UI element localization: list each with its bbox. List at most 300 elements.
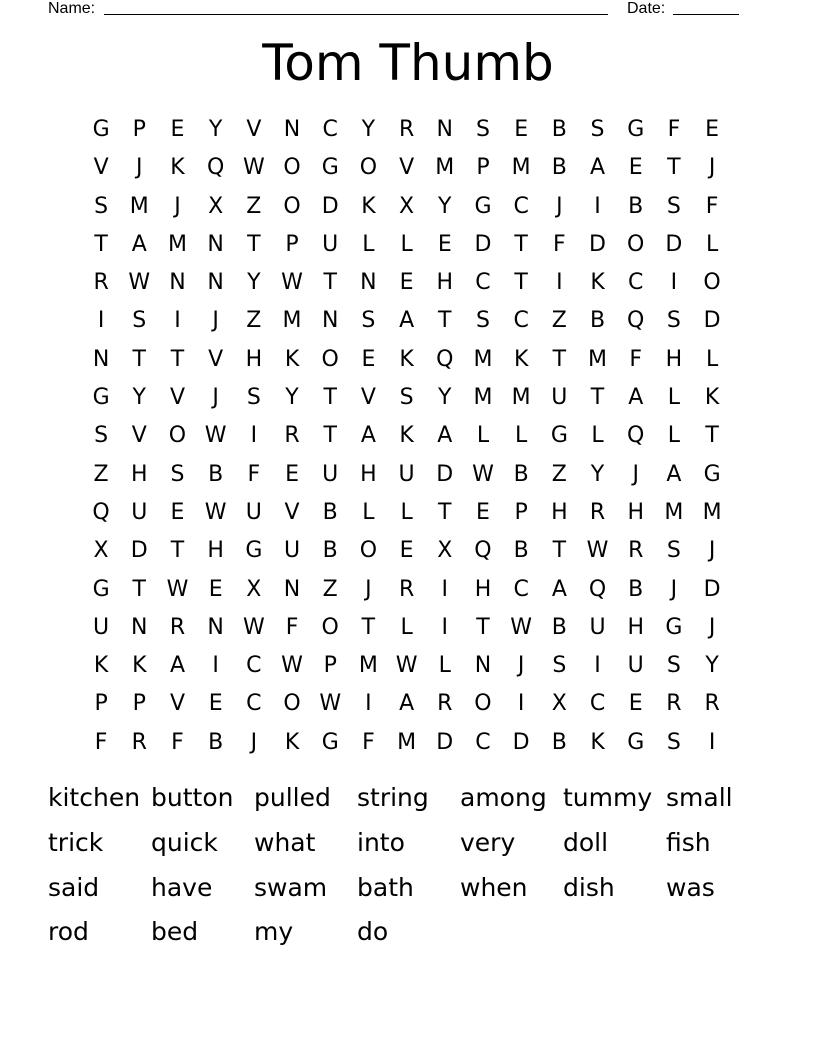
grid-letter: L [362, 499, 375, 525]
grid-letter: M [473, 385, 493, 411]
grid-letter: P [285, 231, 299, 257]
grid-letter: S [666, 653, 681, 679]
grid-letter: D [436, 729, 454, 755]
word-list-item: bath [357, 872, 414, 902]
grid-letter: T [552, 346, 567, 372]
grid-letter: T [132, 576, 146, 602]
grid-letter: S [399, 385, 414, 411]
letter-grid [82, 111, 731, 762]
grid-letter: J [517, 653, 525, 679]
word-list-item: said [48, 872, 100, 902]
grid-letter: M [167, 231, 187, 257]
word-list-item: kitchen [48, 783, 141, 812]
grid-letter: Q [627, 423, 645, 449]
grid-letter: D [321, 193, 339, 219]
grid-letter: S [666, 729, 681, 755]
grid-letter: O [168, 423, 187, 449]
grid-letter: F [705, 193, 719, 219]
grid-letter: L [476, 423, 490, 449]
grid-letter: Y [285, 385, 299, 411]
grid-letter: V [246, 117, 262, 142]
grid-letter: I [556, 270, 563, 296]
grid-letter: Y [247, 270, 261, 296]
grid-letter: B [513, 461, 529, 487]
grid-letter: N [321, 308, 339, 334]
grid-letter: P [132, 117, 146, 142]
grid-letter: E [399, 538, 414, 564]
grid-letter: A [360, 423, 376, 449]
grid-letter: B [551, 729, 567, 755]
grid-letter: I [174, 308, 181, 334]
grid-letter: O [359, 155, 378, 181]
grid-letter: P [94, 691, 108, 717]
grid-letter: L [667, 423, 681, 449]
grid-letter: T [705, 423, 719, 449]
grid-letter: D [130, 538, 148, 564]
grid-letter: C [246, 691, 262, 717]
grid-letter: F [171, 729, 184, 755]
word-list-item: very [460, 827, 516, 857]
grid-letter: D [589, 231, 606, 257]
grid-letter: O [283, 155, 301, 181]
grid-letter: J [556, 193, 563, 219]
grid-letter: V [284, 499, 300, 525]
grid-letter: K [361, 193, 376, 219]
grid-letter: L [400, 614, 413, 640]
grid-letter: V [399, 155, 415, 181]
grid-letter: T [247, 231, 261, 257]
grid-letter: G [321, 155, 339, 181]
grid-letter: R [398, 117, 415, 142]
grid-letter: S [475, 117, 490, 142]
grid-letter: S [666, 193, 681, 219]
grid-letter: H [665, 346, 683, 372]
grid-letter: J [708, 538, 716, 564]
grid-letter: C [475, 729, 491, 755]
grid-letter: C [628, 270, 644, 296]
grid-letter: Q [436, 346, 454, 372]
grid-letter: J [365, 576, 372, 602]
grid-letter: U [322, 231, 339, 257]
grid-letter: E [399, 270, 414, 296]
word-list-item: button [151, 783, 234, 812]
grid-letter: W [242, 614, 265, 640]
grid-letter: B [513, 538, 529, 564]
grid-letter: H [627, 614, 644, 640]
grid-letter: B [208, 729, 224, 755]
grid-letter: T [170, 346, 185, 372]
grid-letter: R [704, 691, 720, 717]
grid-letter: J [670, 576, 678, 602]
grid-letter: X [399, 193, 415, 219]
grid-letter: X [437, 538, 453, 564]
grid-letter: L [515, 423, 528, 449]
grid-letter: E [476, 499, 490, 525]
grid-letter: W [395, 653, 418, 679]
grid-letter: B [551, 614, 567, 640]
word-list-item: was [666, 872, 715, 902]
grid-letter: B [628, 193, 644, 219]
grid-letter: E [170, 117, 185, 142]
word-list-item: pulled [254, 783, 331, 812]
grid-letter: W [281, 653, 303, 679]
grid-letter: E [208, 691, 223, 717]
grid-letter: G [92, 117, 110, 142]
grid-letter: G [245, 538, 263, 564]
grid-letter: B [551, 155, 567, 181]
grid-letter: M [129, 193, 149, 219]
grid-letter: M [511, 155, 531, 181]
grid-letter: T [94, 231, 108, 257]
grid-letter: I [441, 576, 449, 602]
grid-letter: K [284, 729, 300, 755]
grid-letter: L [705, 346, 719, 372]
grid-letter: M [397, 729, 417, 755]
grid-letter: S [94, 193, 109, 219]
word-list-item: what [254, 827, 316, 857]
grid-letter: I [212, 653, 219, 679]
grid-letter: K [590, 270, 605, 296]
grid-letter: D [512, 729, 530, 755]
grid-letter: M [664, 499, 684, 525]
word-list-item: among [460, 783, 547, 812]
grid-letter: A [437, 423, 453, 449]
grid-letter: L [400, 231, 413, 257]
grid-letter: W [128, 270, 151, 296]
grid-letter: W [166, 576, 189, 602]
grid-letter: C [513, 576, 529, 602]
grid-letter: S [170, 461, 185, 487]
grid-letter: M [358, 653, 378, 679]
grid-letter: Z [322, 576, 338, 602]
grid-letter: Y [438, 193, 452, 219]
grid-letter: G [321, 729, 339, 755]
grid-letter: E [285, 461, 299, 487]
grid-letter: I [250, 423, 258, 449]
grid-letter: K [170, 155, 185, 181]
grid-letter: R [398, 576, 415, 602]
grid-letter: D [703, 308, 721, 334]
grid-letter: L [667, 385, 681, 411]
grid-letter: R [284, 423, 300, 449]
grid-letter: E [514, 117, 529, 142]
grid-letter: E [628, 691, 643, 717]
grid-letter: T [438, 499, 452, 525]
grid-letter: K [590, 729, 605, 755]
word-list-item: into [357, 827, 405, 857]
grid-letter: J [212, 385, 219, 411]
grid-letter: R [131, 729, 147, 755]
grid-letter: X [551, 691, 567, 717]
grid-letter: U [398, 461, 415, 487]
grid-letter: A [590, 155, 606, 181]
grid-letter: Q [206, 155, 225, 181]
grid-letter: D [436, 461, 454, 487]
grid-letter: O [359, 538, 378, 564]
grid-letter: K [284, 346, 300, 372]
word-list-item: when [460, 872, 528, 902]
word-list-item: trick [48, 827, 104, 857]
grid-letter: A [399, 691, 415, 717]
grid-letter: N [131, 614, 148, 640]
grid-letter: N [283, 117, 301, 142]
grid-letter: T [361, 614, 376, 640]
grid-letter: G [703, 461, 721, 487]
grid-letter: X [246, 576, 262, 602]
grid-letter: K [399, 346, 414, 372]
grid-letter: S [94, 423, 109, 449]
grid-letter: S [246, 385, 261, 411]
grid-letter: T [170, 538, 185, 564]
puzzle-title: Tom Thumb [262, 34, 554, 92]
grid-letter: C [475, 270, 491, 296]
grid-letter: F [553, 231, 566, 257]
grid-letter: H [474, 576, 492, 602]
grid-letter: A [551, 576, 567, 602]
grid-letter: R [437, 691, 453, 717]
grid-letter: T [514, 231, 528, 257]
grid-letter: U [283, 538, 301, 564]
grid-letter: R [93, 270, 109, 296]
grid-letter: O [703, 270, 721, 296]
grid-letter: Y [361, 117, 376, 142]
grid-letter: K [93, 653, 109, 679]
grid-letter: B [551, 117, 567, 142]
grid-letter: N [436, 117, 454, 142]
grid-letter: T [132, 346, 146, 372]
word-list-item: string [357, 783, 429, 812]
grid-letter: S [666, 308, 681, 334]
grid-letter: T [514, 270, 528, 296]
grid-letter: N [207, 231, 224, 257]
grid-letter: V [169, 691, 185, 717]
date-label: Date: [627, 0, 666, 17]
date-blank-line[interactable] [673, 14, 739, 15]
grid-letter: L [438, 653, 451, 679]
grid-letter: S [590, 117, 605, 142]
grid-letter: K [132, 653, 147, 679]
grid-letter: M [435, 155, 455, 181]
grid-letter: G [474, 193, 492, 219]
grid-letter: F [362, 729, 375, 755]
grid-letter: C [513, 193, 529, 219]
grid-letter: M [702, 499, 722, 525]
grid-letter: Y [132, 385, 146, 411]
grid-letter: D [665, 231, 683, 257]
grid-letter: V [93, 155, 109, 181]
grid-letter: I [97, 308, 105, 334]
word-list-item: swam [254, 872, 328, 902]
grid-letter: E [170, 499, 185, 525]
grid-letter: L [362, 231, 375, 257]
grid-letter: M [511, 385, 531, 411]
grid-letter: N [474, 653, 492, 679]
grid-letter: K [399, 423, 414, 449]
grid-letter: E [628, 155, 643, 181]
grid-letter: S [361, 308, 376, 334]
grid-letter: W [204, 499, 227, 525]
word-list-item: have [151, 872, 213, 902]
grid-letter: T [590, 385, 605, 411]
grid-letter: C [246, 653, 262, 679]
grid-letter: L [400, 499, 413, 525]
grid-letter: J [136, 155, 143, 181]
grid-letter: Q [627, 308, 645, 334]
grid-letter: T [552, 538, 567, 564]
grid-letter: H [436, 270, 454, 296]
grid-letter: P [514, 499, 528, 525]
grid-letter: T [323, 423, 337, 449]
grid-letter: Y [705, 653, 719, 679]
header [48, 0, 748, 20]
word-list-item: quick [151, 827, 218, 857]
grid-letter: G [627, 729, 645, 755]
grid-letter: I [708, 729, 716, 755]
grid-letter: F [94, 729, 108, 755]
grid-letter: B [322, 538, 338, 564]
grid-letter: Y [438, 385, 452, 411]
grid-letter: E [705, 117, 720, 142]
grid-letter: D [474, 231, 492, 257]
grid-letter: T [323, 270, 337, 296]
grid-letter: N [207, 270, 224, 296]
grid-letter: A [666, 461, 682, 487]
grid-letter: B [208, 461, 224, 487]
grid-letter: I [594, 653, 601, 679]
grid-letter: P [476, 155, 490, 181]
grid-letter: D [703, 576, 721, 602]
grid-letter: M [282, 308, 302, 334]
grid-letter: G [550, 423, 568, 449]
word-list-item: doll [563, 827, 609, 857]
word-list-item: fish [666, 827, 711, 857]
word-list-item: rod [48, 917, 89, 947]
grid-letter: N [360, 270, 377, 296]
grid-letter: I [517, 691, 525, 717]
grid-letter: H [360, 461, 377, 487]
grid-letter: W [472, 461, 494, 487]
grid-letter: O [627, 231, 645, 257]
grid-letter: N [207, 614, 224, 640]
grid-letter: F [247, 461, 261, 487]
grid-letter: T [438, 308, 452, 334]
grid-letter: R [666, 691, 682, 717]
grid-letter: U [322, 461, 339, 487]
grid-letter: J [250, 729, 258, 755]
grid-letter: O [283, 691, 301, 717]
grid-letter: P [132, 691, 146, 717]
grid-letter: R [589, 499, 606, 525]
grid-letter: S [552, 653, 567, 679]
grid-letter: X [93, 538, 109, 564]
word-list-item: tummy [563, 783, 653, 812]
grid-letter: C [322, 117, 338, 142]
grid-letter: B [589, 308, 606, 334]
grid-letter: P [323, 653, 337, 679]
grid-letter: K [513, 346, 529, 372]
grid-letter: H [551, 499, 568, 525]
word-list-item: dish [563, 872, 615, 902]
word-list-item: small [666, 783, 733, 812]
grid-letter: B [322, 499, 338, 525]
grid-letter: Z [246, 308, 262, 334]
grid-letter: G [665, 614, 683, 640]
grid-letter: W [319, 691, 342, 717]
grid-letter: A [169, 653, 185, 679]
grid-letter: O [474, 691, 492, 717]
grid-letter: Z [551, 461, 567, 487]
grid-letter: Q [474, 538, 492, 564]
grid-letter: M [473, 346, 493, 372]
grid-letter: K [704, 385, 720, 411]
grid-letter: O [321, 614, 339, 640]
grid-letter: S [666, 538, 681, 564]
grid-letter: V [360, 385, 376, 411]
grid-letter: J [212, 308, 219, 334]
word-list-item: bed [151, 917, 199, 947]
grid-letter: C [513, 308, 529, 334]
grid-letter: V [208, 346, 224, 372]
grid-letter: T [476, 614, 490, 640]
grid-letter: A [399, 308, 415, 334]
grid-letter: Z [551, 308, 567, 334]
grid-letter: T [323, 385, 337, 411]
grid-letter: R [628, 538, 644, 564]
grid-letter: Z [93, 461, 109, 487]
grid-letter: F [667, 117, 681, 142]
grid-letter: V [169, 385, 185, 411]
grid-letter: G [92, 385, 110, 411]
grid-letter: G [627, 117, 645, 142]
grid-letter: U [627, 653, 644, 679]
grid-letter: Q [588, 576, 607, 602]
grid-letter: E [437, 231, 452, 257]
grid-letter: W [281, 270, 303, 296]
word-list-item: my [254, 917, 294, 947]
grid-letter: L [705, 231, 719, 257]
grid-letter: C [589, 691, 606, 717]
word-list-item: do [357, 917, 389, 947]
grid-letter: J [174, 193, 181, 219]
grid-letter: M [588, 346, 608, 372]
grid-letter: E [361, 346, 376, 372]
grid-letter: U [93, 614, 110, 640]
grid-letter: J [708, 155, 716, 181]
name-blank-line[interactable] [104, 14, 608, 15]
grid-letter: I [365, 691, 372, 717]
grid-letter: W [510, 614, 533, 640]
grid-letter: W [242, 155, 265, 181]
grid-letter: Y [208, 117, 223, 142]
grid-letter: U [551, 385, 568, 411]
grid-letter: U [131, 499, 148, 525]
grid-letter: G [92, 576, 110, 602]
grid-letter: J [632, 461, 639, 487]
grid-letter: T [667, 155, 681, 181]
grid-letter: O [321, 346, 339, 372]
word-list [48, 776, 769, 955]
grid-letter: Q [92, 499, 110, 525]
grid-letter: W [204, 423, 227, 449]
grid-letter: F [629, 346, 643, 372]
grid-letter: F [285, 614, 299, 640]
grid-letter: Y [590, 461, 605, 487]
grid-letter: H [627, 499, 644, 525]
grid-letter: H [245, 346, 263, 372]
grid-letter: H [131, 461, 148, 487]
name-label: Name: [48, 0, 96, 17]
grid-letter: X [208, 193, 224, 219]
